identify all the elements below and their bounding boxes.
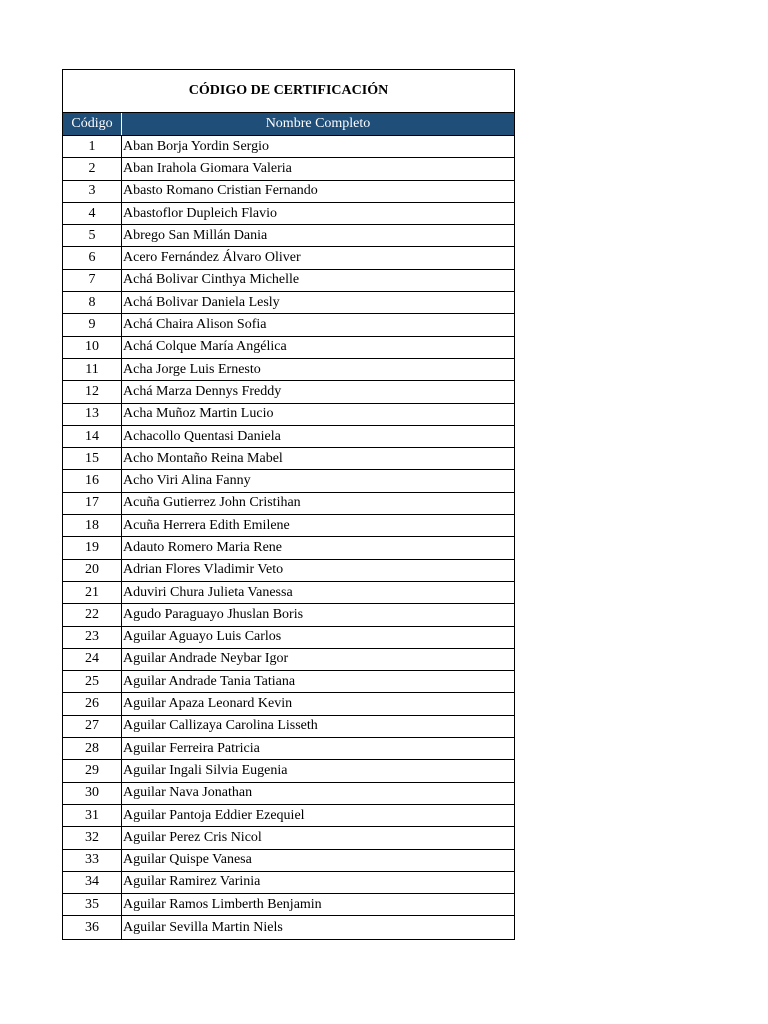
row-name-cell: Achacollo Quentasi Daniela	[123, 428, 281, 444]
table-row	[63, 225, 514, 247]
column-header-name: Nombre Completo	[265, 116, 371, 131]
table-row	[63, 783, 514, 805]
row-name-cell: Aguilar Ramirez Varinia	[123, 874, 261, 890]
row-code-cell: 33	[63, 850, 122, 871]
row-code-cell: 16	[63, 470, 122, 491]
row-name-cell: Aguilar Quispe Vanesa	[123, 852, 252, 868]
row-name-cell: Achá Chaira Alison Sofia	[123, 317, 267, 333]
row-name-cell: Achá Colque María Angélica	[123, 339, 287, 355]
row-code-cell: 18	[63, 515, 122, 536]
row-name-cell: Acuña Gutierrez John Cristihan	[123, 495, 301, 511]
row-code-cell: 5	[63, 225, 122, 246]
row-name-cell: Achá Bolivar Cinthya Michelle	[123, 272, 300, 288]
row-code-cell: 31	[63, 805, 122, 826]
row-code-cell: 25	[63, 671, 122, 692]
table-row	[63, 404, 514, 426]
row-name-cell: Acha Jorge Luis Ernesto	[123, 361, 261, 377]
certification-table	[62, 69, 515, 940]
table-header-row	[63, 113, 514, 136]
row-code-cell: 2	[63, 158, 122, 179]
row-name-cell: Aguilar Ramos Limberth Benjamin	[123, 896, 322, 912]
table-row	[63, 337, 514, 359]
table-row	[63, 916, 514, 938]
row-name-cell: Aguilar Sevilla Martin Niels	[123, 919, 283, 935]
table-row	[63, 604, 514, 626]
table-row	[63, 359, 514, 381]
row-name-cell: Abrego San Millán Dania	[123, 227, 268, 243]
table-row	[63, 805, 514, 827]
row-name-cell: Aguilar Perez Cris Nicol	[123, 829, 262, 845]
row-name-cell: Aguilar Ferreira Patricia	[123, 740, 260, 756]
table-row	[63, 470, 514, 492]
row-code-cell: 3	[63, 181, 122, 202]
row-code-cell: 13	[63, 404, 122, 425]
row-code-cell: 32	[63, 827, 122, 848]
row-code-cell: 28	[63, 738, 122, 759]
table-row	[63, 136, 514, 158]
row-name-cell: Acuña Herrera Edith Emilene	[123, 517, 290, 533]
table-body	[63, 136, 514, 939]
row-code-cell: 9	[63, 314, 122, 335]
table-row	[63, 649, 514, 671]
row-code-cell: 21	[63, 582, 122, 603]
table-row	[63, 270, 514, 292]
table-row	[63, 381, 514, 403]
table-row	[63, 203, 514, 225]
table-row	[63, 850, 514, 872]
row-name-cell: Achá Bolivar Daniela Lesly	[123, 294, 280, 310]
table-row	[63, 738, 514, 760]
table-row	[63, 448, 514, 470]
table-row	[63, 426, 514, 448]
row-code-cell: 34	[63, 872, 122, 893]
row-name-cell: Aban Borja Yordin Sergio	[123, 138, 269, 154]
row-code-cell: 7	[63, 270, 122, 291]
row-name-cell: Adrian Flores Vladimir Veto	[123, 562, 284, 578]
table-row	[63, 493, 514, 515]
row-name-cell: Achá Marza Dennys Freddy	[123, 383, 282, 399]
row-code-cell: 20	[63, 560, 122, 581]
row-code-cell: 12	[63, 381, 122, 402]
table-row	[63, 560, 514, 582]
row-code-cell: 11	[63, 359, 122, 380]
row-name-cell: Aduviri Chura Julieta Vanessa	[123, 584, 293, 600]
table-row	[63, 872, 514, 894]
row-code-cell: 8	[63, 292, 122, 313]
row-code-cell: 14	[63, 426, 122, 447]
row-name-cell: Aguilar Apaza Leonard Kevin	[123, 696, 293, 712]
table-row	[63, 158, 514, 180]
row-code-cell: 30	[63, 783, 122, 804]
row-name-cell: Abastoflor Dupleich Flavio	[123, 205, 277, 221]
table-row	[63, 716, 514, 738]
table-row	[63, 515, 514, 537]
row-name-cell: Abasto Romano Cristian Fernando	[123, 183, 318, 199]
row-name-cell: Aguilar Andrade Tania Tatiana	[123, 673, 296, 689]
row-code-cell: 22	[63, 604, 122, 625]
row-name-cell: Aguilar Pantoja Eddier Ezequiel	[123, 807, 305, 823]
row-name-cell: Aguilar Aguayo Luis Carlos	[123, 629, 282, 645]
row-name-cell: Aguilar Callizaya Carolina Lisseth	[123, 718, 318, 734]
table-row	[63, 693, 514, 715]
row-code-cell: 23	[63, 627, 122, 648]
row-name-cell: Adauto Romero Maria Rene	[123, 539, 283, 555]
table-row	[63, 582, 514, 604]
row-code-cell: 36	[63, 916, 122, 938]
row-code-cell: 4	[63, 203, 122, 224]
table-row	[63, 537, 514, 559]
row-code-cell: 19	[63, 537, 122, 558]
row-name-cell: Aguilar Nava Jonathan	[123, 785, 253, 801]
row-name-cell: Aban Irahola Giomara Valeria	[123, 160, 292, 176]
row-name-cell: Aguilar Andrade Neybar Igor	[123, 651, 289, 667]
table-row	[63, 671, 514, 693]
row-name-cell: Acho Montaño Reina Mabel	[123, 450, 283, 466]
row-code-cell: 17	[63, 493, 122, 514]
row-code-cell: 26	[63, 693, 122, 714]
row-code-cell: 35	[63, 894, 122, 915]
table-row	[63, 627, 514, 649]
table-row	[63, 292, 514, 314]
table-row	[63, 314, 514, 336]
row-code-cell: 10	[63, 337, 122, 358]
table-row	[63, 827, 514, 849]
table-row	[63, 247, 514, 269]
row-name-cell: Acero Fernández Álvaro Oliver	[123, 250, 301, 266]
row-name-cell: Acha Muñoz Martin Lucio	[123, 406, 274, 422]
row-name-cell: Acho Viri Alina Fanny	[123, 473, 251, 489]
row-code-cell: 15	[63, 448, 122, 469]
table-row	[63, 760, 514, 782]
row-name-cell: Agudo Paraguayo Jhuslan Boris	[123, 606, 304, 622]
row-code-cell: 27	[63, 716, 122, 737]
row-name-cell: Aguilar Ingali Silvia Eugenia	[123, 762, 288, 778]
column-header-code: Código	[63, 113, 122, 135]
table-row	[63, 894, 514, 916]
row-code-cell: 29	[63, 760, 122, 781]
row-code-cell: 6	[63, 247, 122, 268]
row-code-cell: 24	[63, 649, 122, 670]
table-title: CÓDIGO DE CERTIFICACIÓN	[63, 70, 514, 113]
table-row	[63, 181, 514, 203]
row-code-cell: 1	[63, 136, 122, 157]
